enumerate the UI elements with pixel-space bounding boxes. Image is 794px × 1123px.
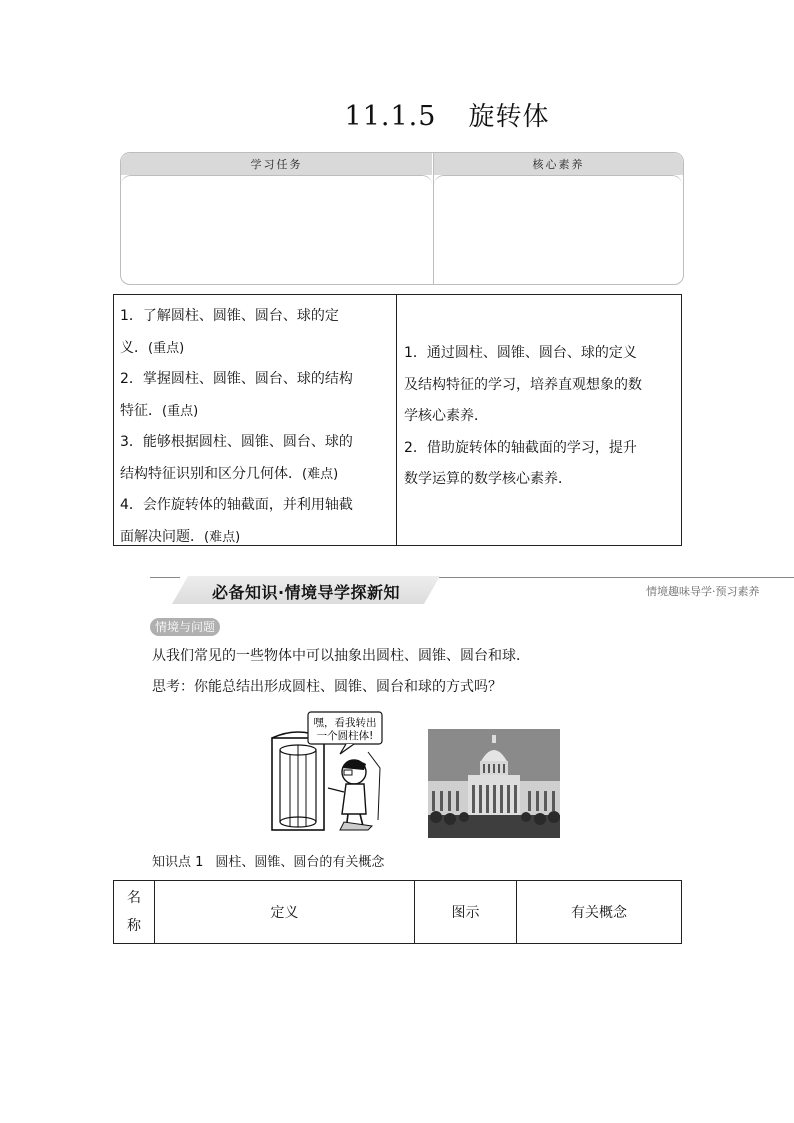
bubble-line-1: 嘿，看我转出 [313, 717, 377, 729]
col-header-concepts: 有关概念 [571, 905, 627, 921]
task-item-cont: 结构特征识别和区分几何体．(难点) [120, 465, 339, 482]
section-banner-title: 必备知识·情境导学探新知 [211, 583, 401, 602]
col-header-definition: 定义 [270, 905, 299, 921]
tab-learning-tasks: 学习任务 [121, 153, 432, 175]
objectives-divider [396, 295, 397, 545]
literacy-line: 数学运算的数学核心素养． [404, 471, 572, 487]
scenario-tag: 情境与问题 [150, 618, 220, 636]
knowledge-point-heading [152, 851, 384, 870]
task-item: 1．了解圆柱、圆锥、圆台、球的定 [120, 308, 339, 324]
scenario-text: 从我们常见的一些物体中可以抽象出圆柱、圆锥、圆台和球． [152, 648, 530, 664]
section-title: 旋转体 [468, 102, 550, 132]
task-item-cont: 义．(重点) [120, 339, 185, 356]
task-item: 3．能够根据圆柱、圆锥、圆台、球的 [120, 434, 353, 450]
tab-core-literacy: 核心素养 [434, 153, 683, 175]
literacy-line: 学核心素养． [404, 408, 488, 424]
bubble-line-2: 一个圆柱体! [316, 730, 374, 742]
learning-tasks-list [120, 301, 388, 553]
knowledge-point-title: 圆柱、圆锥、圆台的有关概念 [215, 855, 385, 870]
task-item: 4．会作旋转体的轴截面，并利用轴截 [120, 497, 353, 513]
concept-table [113, 880, 682, 944]
knowledge-point-label: 知识点 1 [152, 855, 204, 870]
literacy-line: 2．借助旋转体的轴截面的学习，提升 [404, 439, 637, 456]
literacy-line: 1．通过圆柱、圆锥、圆台、球的定义 [404, 345, 637, 361]
section-number: 11.1.5 [344, 101, 437, 132]
scenario-question: 思考：你能总结出形成圆柱、圆锥、圆台和球的方式吗？ [152, 679, 502, 695]
literacy-line: 及结构特征的学习，培养直观想象的数 [404, 376, 642, 393]
section-banner-subtitle: 情境趣味导学·预习素养 [646, 585, 760, 598]
core-literacy-list [404, 338, 676, 496]
task-item: 2．掌握圆柱、圆锥、圆台、球的结构 [120, 371, 353, 387]
page-title [0, 96, 794, 133]
task-item-cont: 面解决问题．(难点) [120, 528, 241, 545]
task-header-box [120, 152, 684, 285]
objectives-table [113, 294, 682, 546]
header-panel-left [121, 175, 432, 284]
header-panel-right [434, 175, 682, 284]
col-header-diagram: 图示 [451, 905, 480, 921]
col-header-name: 名称 [127, 890, 141, 934]
revolving-door-cartoon-image [268, 710, 386, 836]
task-item-cont: 特征．(重点) [120, 402, 199, 419]
domed-building-photo [428, 729, 560, 838]
banner-rule-left [150, 577, 180, 578]
banner-rule-right [436, 577, 794, 578]
